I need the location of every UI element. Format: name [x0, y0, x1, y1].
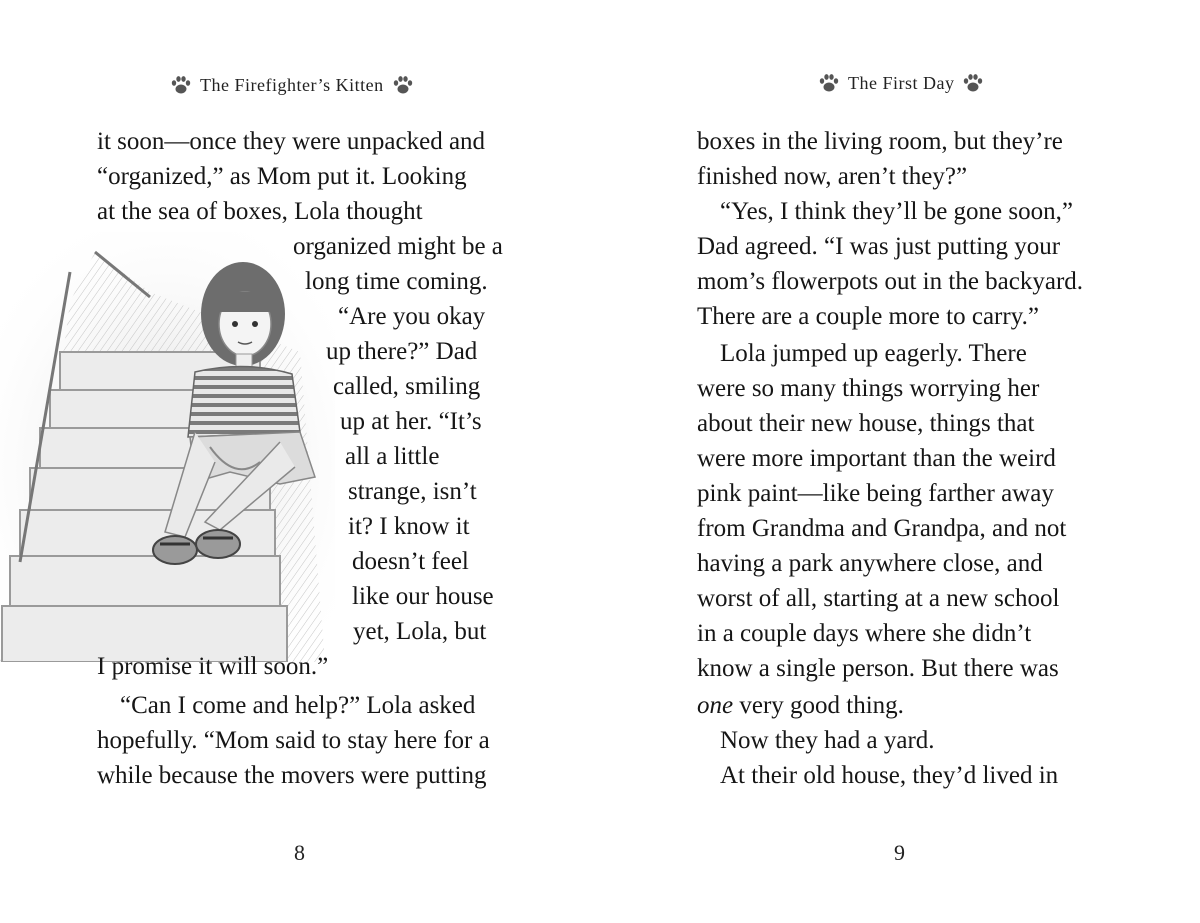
text-line: called, smiling: [333, 373, 481, 400]
page-number: 8: [294, 840, 305, 865]
text-line: hopefully. “Mom said to stay here for a: [97, 727, 490, 754]
text-line: pink paint—like being farther away: [697, 480, 1054, 507]
text-line: all a little: [345, 443, 440, 470]
text-line: up there?” Dad: [326, 338, 478, 365]
paw-print-icon: [962, 72, 984, 94]
text-line: strange, isn’t: [348, 478, 477, 505]
text-line: “organized,” as Mom put it. Looking: [97, 163, 467, 190]
paw-print-icon: [170, 74, 192, 96]
running-head-right: [818, 72, 984, 94]
text-line: doesn’t feel: [352, 548, 469, 575]
text-line: “Are you okay: [338, 303, 486, 330]
text-line: were so many things worrying her: [697, 375, 1040, 402]
text-line: boxes in the living room, but they’re: [697, 128, 1063, 155]
text-line: it? I know it: [348, 513, 470, 540]
right-page: [600, 0, 1200, 923]
text-line: while because the movers were putting: [97, 762, 487, 789]
text-line: having a park anywhere close, and: [697, 550, 1043, 577]
text-line: about their new house, things that: [697, 410, 1035, 437]
girl-on-stairs-illustration: [0, 232, 335, 662]
text-line: were more important than the weird: [697, 445, 1056, 472]
text-line: in a couple days where she didn’t: [697, 620, 1032, 647]
text-line: long time coming.: [305, 268, 488, 295]
paw-print-icon: [818, 72, 840, 94]
chapter-title: The First Day: [848, 72, 955, 93]
emphasis-one: one: [697, 692, 734, 719]
text-line: [697, 688, 904, 723]
text-line: know a single person. But there was: [697, 655, 1059, 682]
text-line: finished now, aren’t they?”: [697, 163, 968, 190]
text-line-rest: very good thing.: [733, 692, 904, 719]
text-line: “Yes, I think they’ll be gone soon,”: [720, 198, 1073, 225]
text-line: yet, Lola, but: [353, 618, 487, 645]
text-line: worst of all, starting at a new school: [697, 585, 1060, 612]
text-line: organized might be a: [293, 233, 503, 260]
text-line: up at her. “It’s: [340, 408, 482, 435]
text-line: like our house: [352, 583, 494, 610]
text-line: Now they had a yard.: [720, 727, 935, 754]
text-line: mom’s flowerpots out in the backyard.: [697, 268, 1084, 295]
text-line: There are a couple more to carry.”: [697, 303, 1039, 330]
text-line: At their old house, they’d lived in: [720, 762, 1059, 789]
book-title: The Firefighter’s Kitten: [200, 74, 384, 95]
paw-print-icon: [392, 74, 414, 96]
text-line: Dad agreed. “I was just putting your: [697, 233, 1061, 260]
text-line: it soon—once they were unpacked and: [97, 128, 486, 155]
text-line: “Can I come and help?” Lola asked: [120, 692, 476, 719]
page-number: 9: [894, 840, 905, 865]
running-head-left: [170, 74, 414, 96]
text-line: from Grandma and Grandpa, and not: [697, 515, 1067, 542]
text-line: I promise it will soon.”: [97, 653, 329, 680]
text-line: Lola jumped up eagerly. There: [720, 340, 1027, 367]
text-line: at the sea of boxes, Lola thought: [97, 198, 423, 225]
